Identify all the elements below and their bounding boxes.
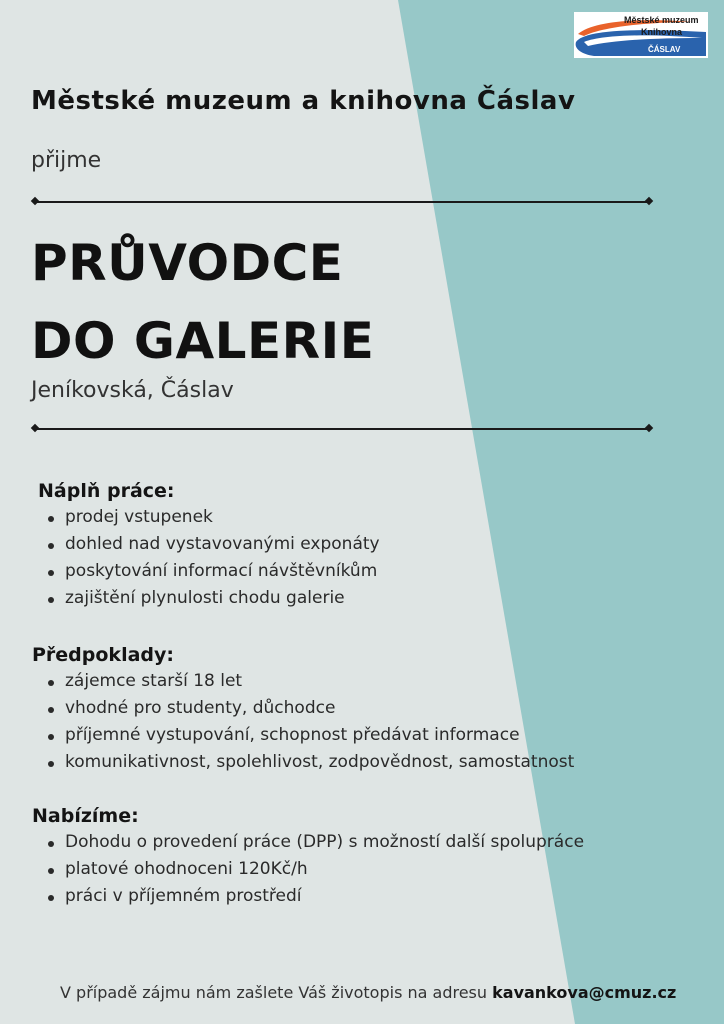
list-item: příjemné vystupování, schopnost předávat informace: [32, 722, 672, 749]
position-title: [31, 224, 374, 380]
section-title: Nabízíme:: [32, 805, 139, 827]
list-item: komunikativnost, spolehlivost, zodpovědnost, samostatnost: [32, 749, 672, 776]
hires-label: přijme: [31, 148, 102, 173]
list-item: zájemce starší 18 let: [32, 668, 672, 695]
location-text: Jeníkovská, Čáslav: [31, 378, 234, 403]
list-item: prodej vstupenek: [32, 504, 672, 531]
logo-text-museum: Městské muzeum: [624, 15, 699, 25]
position-title-line1: PRŮVODCE: [31, 234, 344, 292]
list-item: Dohodu o provedení práce (DPP) s možností další spolupráce: [32, 829, 672, 856]
list-item: vhodné pro studenty, důchodce: [32, 695, 672, 722]
list-item: poskytování informací návštěvníkům: [32, 558, 672, 585]
museum-logo: [574, 12, 708, 58]
footer-text: V případě zájmu nám zašlete Váš životopis na adresu: [60, 983, 488, 1002]
section-title: Předpoklady:: [32, 644, 174, 666]
section-requirements: [32, 644, 672, 776]
bullet-list: [32, 504, 672, 612]
list-item: práci v příjemném prostředí: [32, 883, 672, 910]
footer-contact: [60, 983, 676, 1002]
divider-bottom: [35, 428, 649, 430]
divider-top: [35, 201, 649, 203]
list-item: platové ohodnoceni 120Kč/h: [32, 856, 672, 883]
bullet-list: [32, 668, 672, 776]
list-item: zajištění plynulosti chodu galerie: [32, 585, 672, 612]
contact-email-link[interactable]: kavankova@cmuz.cz: [492, 983, 677, 1002]
position-title-line2: DO GALERIE: [31, 312, 375, 370]
section-title: Náplň práce:: [38, 480, 175, 502]
logo-text-library: Knihovna: [641, 27, 683, 37]
organization-title: Městské muzeum a knihovna Čáslav: [31, 86, 576, 116]
section-job-duties: [32, 480, 672, 612]
section-offer: [32, 805, 672, 910]
list-item: dohled nad vystavovanými exponáty: [32, 531, 672, 558]
logo-text-town: ČÁSLAV: [648, 45, 681, 54]
bullet-list: [32, 829, 672, 910]
